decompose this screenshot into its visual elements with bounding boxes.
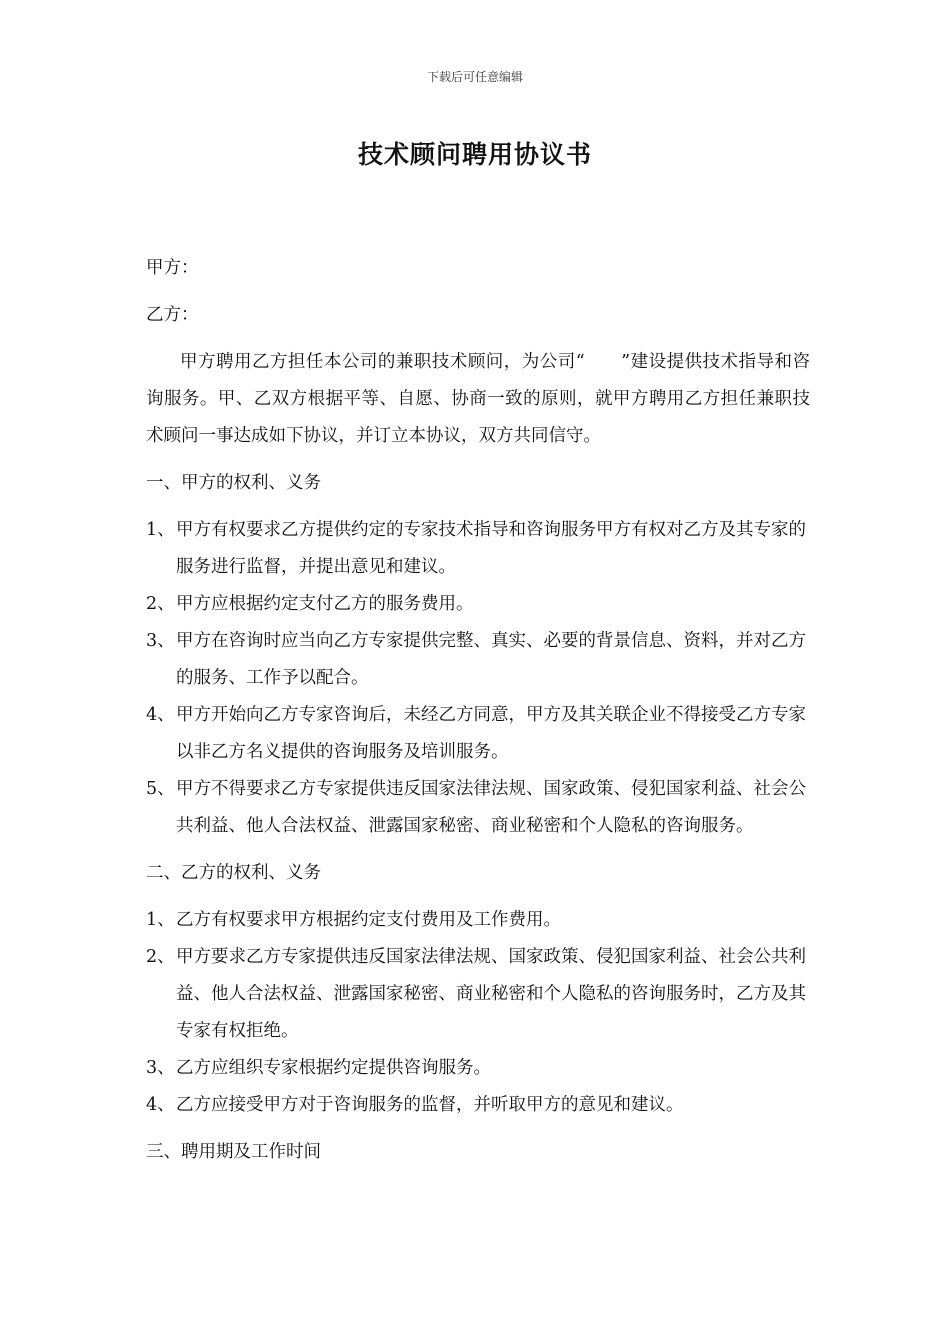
item-number: 1、 (146, 520, 175, 540)
party-b-label: 乙方： (146, 305, 199, 325)
document-title: 技术顾问聘用协议书 (357, 140, 592, 169)
item-text: 乙方应组织专家根据约定提供咨询服务。 (176, 1058, 491, 1078)
item-text: 甲方有权要求乙方提供约定的专家技术指导和咨询服务甲方有权对乙方及其专家的服务进行监督，并提出意见和建议。 (176, 520, 806, 577)
list-item (146, 697, 810, 771)
item-number: 2、 (146, 594, 175, 614)
list-item (146, 512, 810, 586)
section-item-list (146, 512, 810, 845)
item-number: 3、 (146, 1058, 175, 1078)
list-item (146, 902, 810, 939)
item-text: 甲方要求乙方专家提供违反国家法律法规、国家政策、侵犯国家利益、社会公共利益、他人合法权益、泄露国家秘密、商业秘密和个人隐私的咨询服务时，乙方及其专家有权拒绝。 (176, 947, 806, 1041)
item-text: 甲方应根据约定支付乙方的服务费用。 (176, 594, 474, 614)
list-item (146, 939, 810, 1050)
list-item (146, 771, 810, 845)
header-note: 下载后可任意编辑 (426, 70, 523, 84)
item-number: 3、 (146, 631, 175, 651)
item-number: 5、 (146, 779, 175, 799)
section-heading: 一、甲方的权利、义务 (146, 473, 321, 493)
item-text: 甲方不得要求乙方专家提供违反国家法律法规、国家政策、侵犯国家利益、社会公共利益、他人合法权益、泄露国家秘密、商业秘密和个人隐私的咨询服务。 (176, 779, 806, 836)
item-text: 乙方有权要求甲方根据约定支付费用及工作费用。 (176, 910, 561, 930)
item-text: 乙方应接受甲方对于咨询服务的监督，并听取甲方的意见和建议。 (176, 1095, 684, 1115)
document-body (146, 250, 810, 1181)
list-item (146, 1050, 810, 1087)
item-number: 4、 (146, 705, 175, 725)
list-item (146, 586, 810, 623)
item-number: 4、 (146, 1095, 175, 1115)
intro-paragraph: 甲方聘用乙方担任本公司的兼职技术顾问，为公司“ ”建设提供技术指导和咨询服务。甲、乙双方根据平等、自愿、协商一致的原则，就甲方聘用乙方担任兼职技术顾问一事达成如下协议，并订立本协议，双方共同信守。 (146, 352, 810, 446)
list-item (146, 623, 810, 697)
section-heading: 三、聘用期及工作时间 (146, 1142, 321, 1162)
item-number: 1、 (146, 910, 175, 930)
item-text: 甲方开始向乙方专家咨询后，未经乙方同意，甲方及其关联企业不得接受乙方专家以非乙方名义提供的咨询服务及培训服务。 (176, 705, 806, 762)
item-number: 2、 (146, 947, 175, 967)
list-item (146, 1087, 810, 1124)
section-item-list (146, 902, 810, 1124)
section-heading: 二、乙方的权利、义务 (146, 863, 321, 883)
party-a-label: 甲方： (146, 258, 199, 278)
item-text: 甲方在咨询时应当向乙方专家提供完整、真实、必要的背景信息、资料，并对乙方的服务、工作予以配合。 (176, 631, 806, 688)
